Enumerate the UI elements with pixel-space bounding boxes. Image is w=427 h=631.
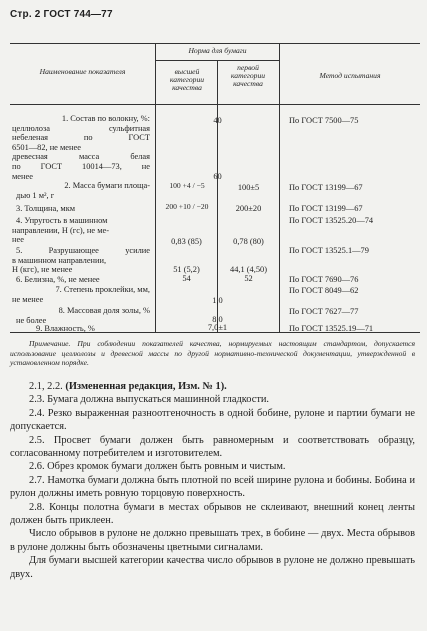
table-row-7-name: 7. Степень проклейки, мм, не менее (12, 285, 150, 304)
properties-table (10, 43, 420, 333)
table-row-6-value-highest: 54 (182, 274, 191, 283)
table-row-9-method: По ГОСТ 13525.19—71 (289, 324, 374, 333)
paragraph-breaks-highest: Для бумаги высшей категории качества число обрывов в рулоне не должно превышать двух. (10, 555, 415, 580)
table-row-4-value-highest: 0,83 (85) (171, 237, 202, 246)
table-row-1-method: По ГОСТ 7500—75 (289, 116, 359, 125)
table-row-2-value-highest: 100 +4 / −5 (169, 181, 205, 190)
col-header-first: первой категории качества (230, 63, 266, 89)
table-row-1-name: 1. Состав по волокну, %: целлюлоза сульфитная небеленая по ГОСТ 6501—82, не менее древесная масса белая по ГОСТ 10014—73, не менее (12, 114, 150, 181)
page-header: Стр. 2 ГОСТ 744—77 (10, 9, 113, 20)
col-header-method: Метод испытания (319, 71, 381, 80)
table-row-6-name: 6. Белизна, %, не менее (16, 275, 100, 284)
table-row-9-value: 7,0±1 (207, 323, 228, 332)
table-row-8-value: 8,0 (212, 315, 223, 324)
paragraph-2-8: 2.8. Концы полотна бумаги в местах обрывов не склеивают, внешний конец ленты должен быть приклеен. (10, 501, 415, 527)
col-divider-1 (155, 43, 156, 333)
table-row-4-name: 4. Упругость в машинном направлении, Н (гс), не ме- нее (12, 216, 110, 245)
paragraph-2-6: 2.6. Обрез кромок бумаги должен быть ровным и чистым. (29, 461, 286, 473)
col-header-highest: высшей категории качества (169, 67, 205, 93)
table-row-5-value-highest: 51 (5,2) (173, 265, 200, 274)
col-header-name: Наименование показателя (39, 67, 126, 76)
table-row-6-method: По ГОСТ 7690—76 (289, 275, 359, 284)
table-row-3-method: По ГОСТ 13199—67 (289, 204, 363, 213)
table-row-3-value-first: 200±20 (235, 204, 262, 213)
table-row-9-name: 9. Влажность, % (36, 324, 95, 333)
requirements-text (10, 380, 415, 581)
table-row-3-name: 3. Толщина, мкм (16, 204, 76, 213)
paragraph-2-5: 2.5. Просвет бумаги должен быть равномерным и соответствовать образцу, согласованному потребителем и изготовителем. (10, 434, 415, 460)
table-row-2-value-first: 100±5 (237, 183, 260, 192)
table-header-rule (10, 104, 420, 105)
table-row-2-name: 2. Масса бумаги площа- дью 1 м², г (16, 181, 150, 200)
paragraph-2-7: 2.7. Намотка бумаги должна быть плотной по всей ширине рулона и бобины. Бобина и рулон должны иметь ровную торцовую поверхность. (10, 474, 415, 500)
table-row-2-method: По ГОСТ 13199—67 (289, 183, 363, 192)
col-header-norm: Норма для бумаги (188, 46, 247, 55)
table-row-3-value-highest: 200 +10 / −20 (165, 202, 209, 211)
paragraph-2-1: 2.1, 2.2. (Измененная редакция, Изм. № 1). (29, 381, 227, 392)
paragraph-2-3: 2.3. Бумага должна выпускаться машинной гладкости. (29, 394, 270, 406)
table-row-8-name: 8. Массовая доля золы, % не более (16, 306, 150, 325)
table-row-5-name: 5. Разрушающее усилие в машинном направлении, Н (кгс), не менее (12, 246, 150, 275)
paragraph-2-4: 2.4. Резко выраженная разноотгеночность в одной бобине, рулоне и партии бумаги не допускается. (10, 407, 415, 433)
paragraph-breaks: Число обрывов в рулоне не должно превышать трех, в бобине — двух. Места обрывов в рулоне должны быть обозначены цветными сигналами. (10, 528, 415, 553)
table-row-1-value-b: 60 (213, 172, 222, 181)
table-row-7-method: По ГОСТ 8049—62 (289, 286, 359, 295)
table-row-6-value-first: 52 (244, 274, 253, 283)
table-top-rule (10, 43, 420, 44)
table-row-7-value: 1,0 (212, 296, 223, 305)
table-row-4-value-first: 0,78 (80) (233, 237, 264, 246)
table-row-5-value-first: 44,1 (4,50) (230, 265, 267, 274)
table-row-1-value-a: 40 (213, 116, 222, 125)
table-row-8-method: По ГОСТ 7627—77 (289, 307, 359, 316)
col-divider-3 (279, 43, 280, 333)
table-row-5-method: По ГОСТ 13525.1—79 (289, 246, 369, 255)
col-divider-2 (217, 61, 218, 333)
table-row-4-method: По ГОСТ 13525.20—74 (289, 216, 374, 225)
table-note: Примечание. При соблюдении показателей качества, нормируемых настоящим стандартом, допускается использование целлюлозы и древесной массы по другой нормативно-технической документации, утвержденной в установленном порядке. (10, 339, 415, 368)
